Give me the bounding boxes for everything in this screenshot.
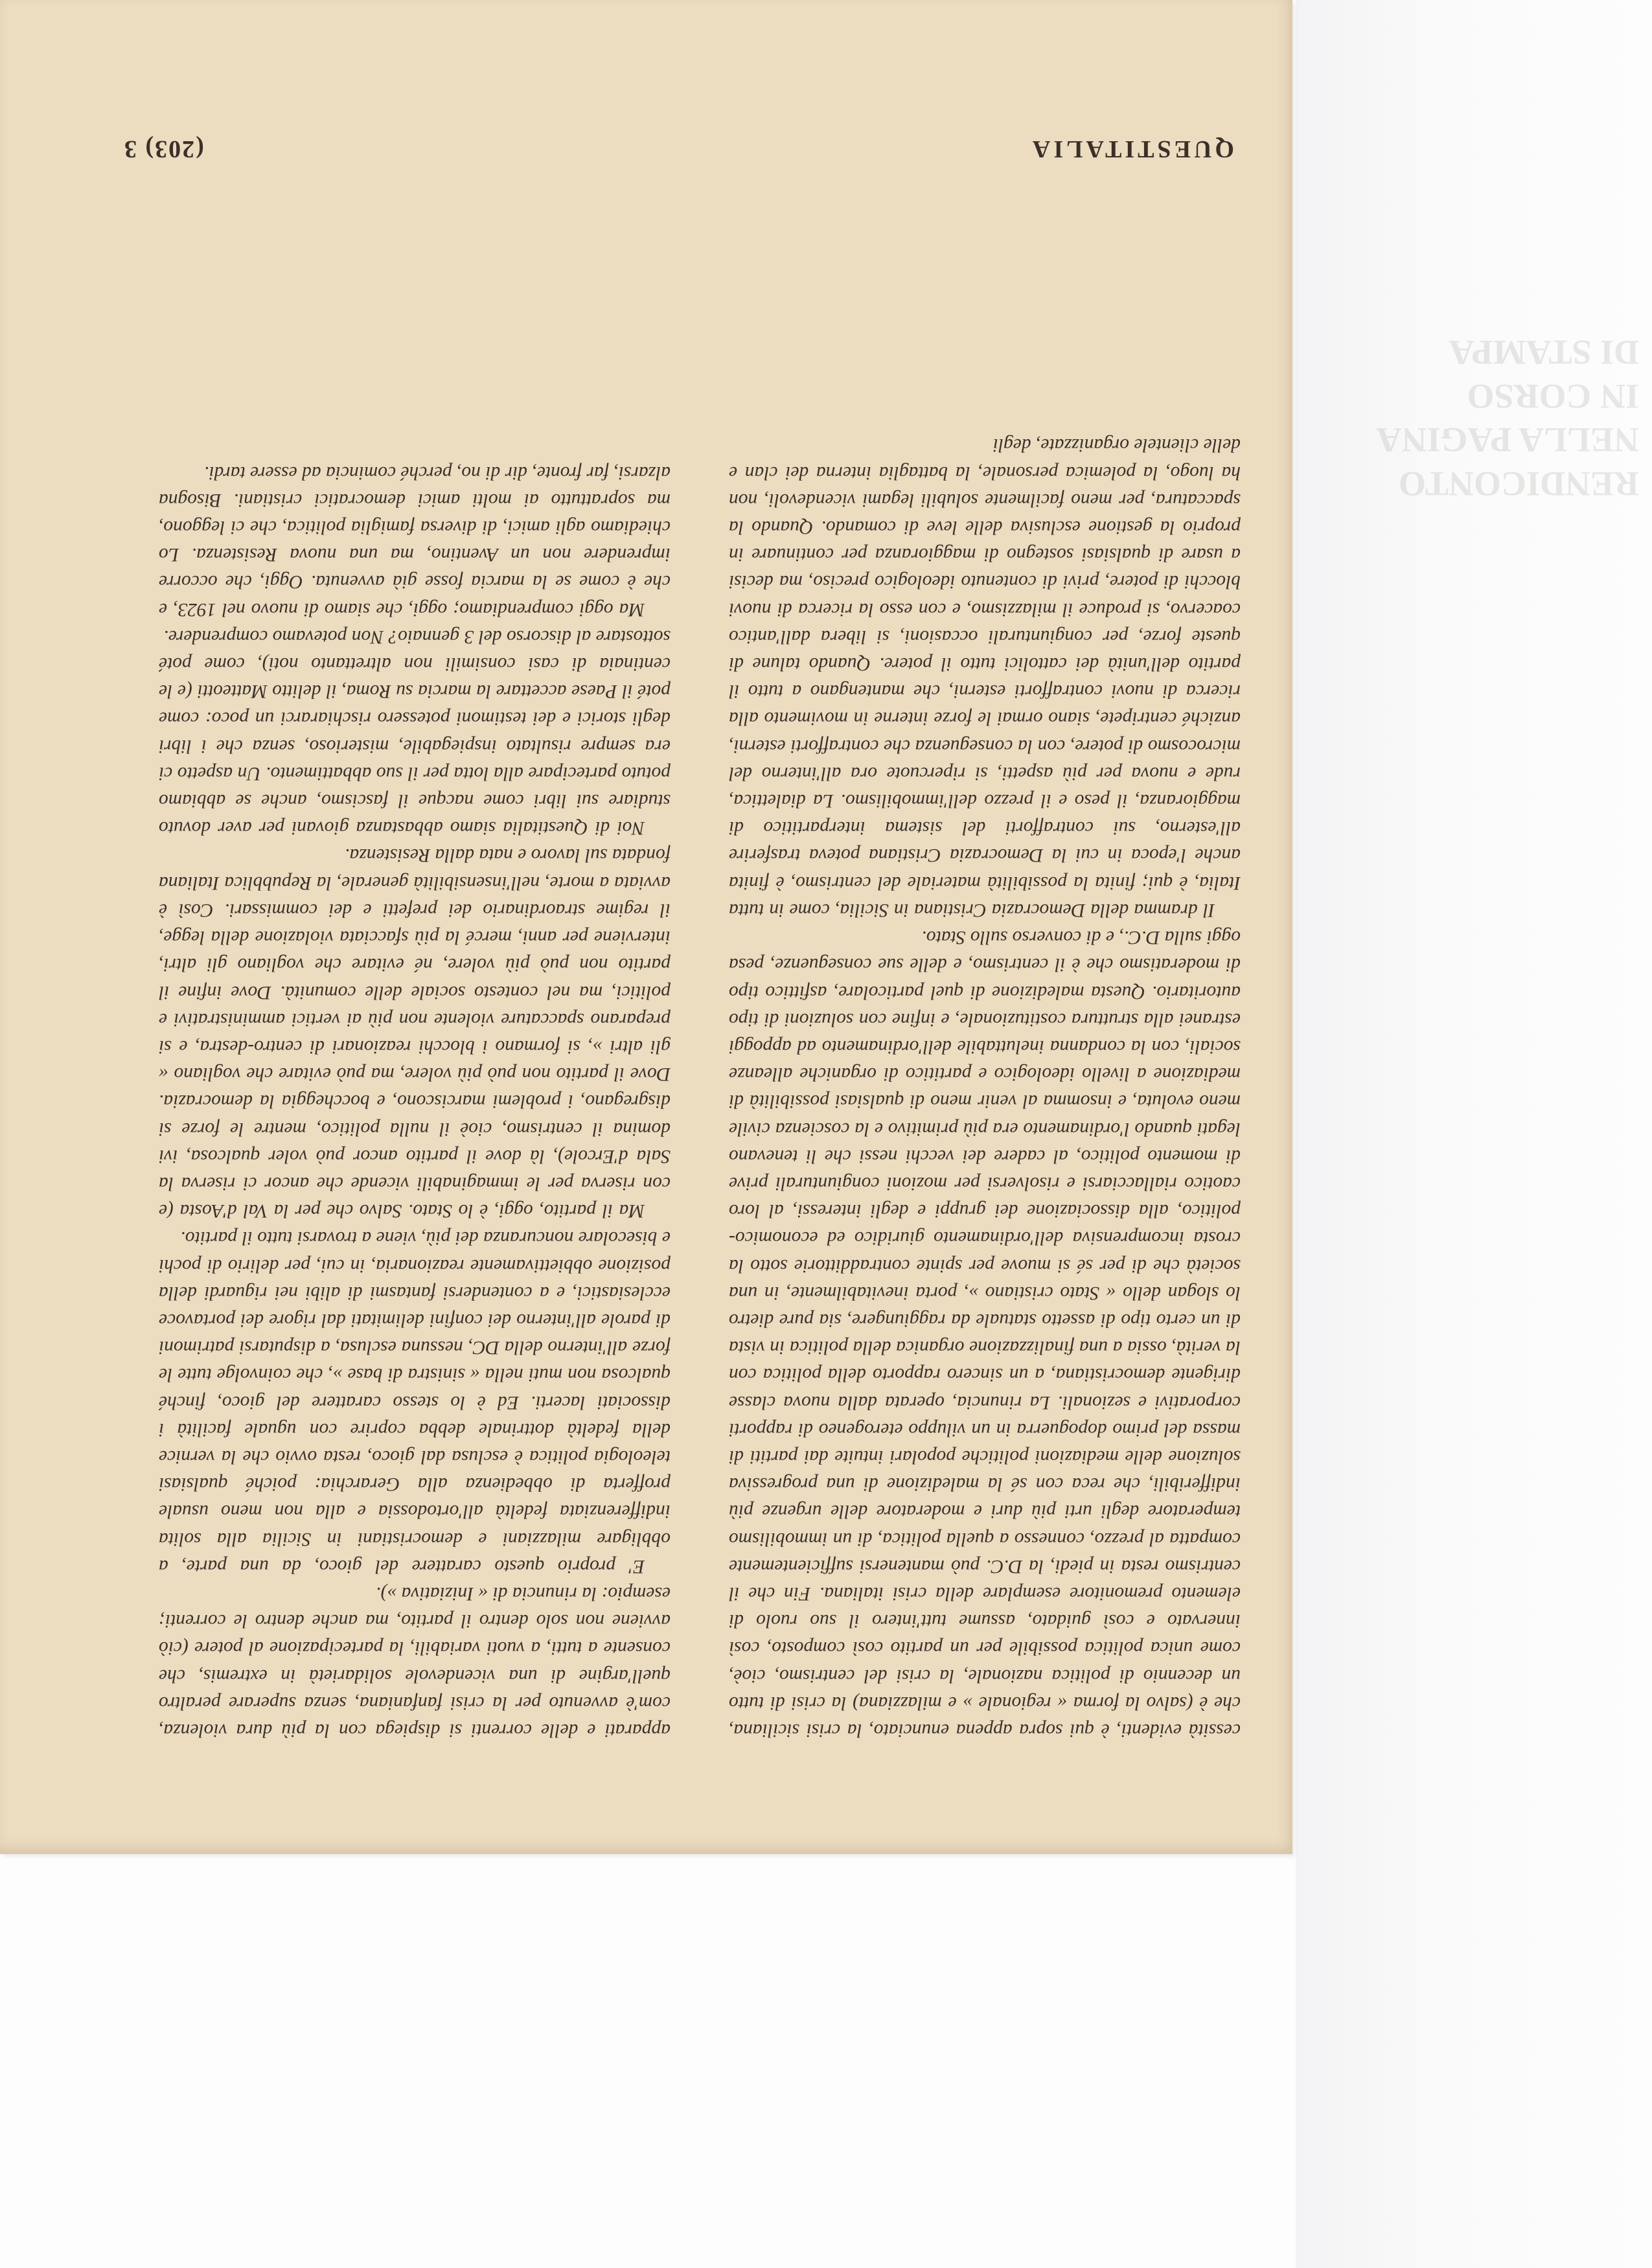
paragraph: Ma il partito, oggi, è lo Stato. Salvo che per la Val d'Aosta (e con riserva per le immaginabili vicende che ancor ci riserva la Sala d'Ercole), là dove il partito ancor può voler qualcosa, ivi domina il centrismo, cioè il nulla politico, mentre le forze si disgregano, i problemi marciscono, e boccheggia la democrazia. Dove il partito non può più volere, ma può evitare che vogliano « gli altri », si formano i blocchi reazionari di centro-destra, e si preparano spaccature violente non più ai vertici amministrativi e politici, ma nel contesto sociale delle comunità. Dove infine il partito non può più volere, né evitare che vogliano gli altri, interviene per anni, mercé la più sfacciata violazione della legge, il regime straordinario dei prefetti e dei commissari. Così è avviata a morte, nell'insensibilità generale, la Repubblica Italiana fondata sul lavoro e nata dalla Resistenza. xyxy=(159,845,671,1222)
text-column-left xyxy=(729,189,1241,1744)
paragraph: Il dramma della Democrazia Cristiana in Sicilia, come in tutta Italia, è qui; finita la possibilità materiale del centrismo, è finita anche l'epoca in cui la Democrazia Cristiana poteva trasferire all'esterno, sui contrafforti del sistema interpartitico di maggioranza, il peso e il prezzo dell'immobilismo. La dialettica, rude e nuova per più aspetti, si ripercuote ora all'interno del microcosmo di potere, con la conseguenza che contrafforti esterni, anziché centripete, siano ormai le forze interne in movimento alla ricerca di nuovi contrafforti esterni, che mantengano a tutto il partito dell'unità dei cattolici tutto il potere. Quando talune di queste forze, per congiunturali occasioni, si libera dall'antico coacervo, si produce il milazzismo, e con esso la ricerca di nuovi blocchi di potere, privi di contenuto ideologico preciso, ma decisi a usare di qualsiasi sostegno di maggioranza per continuare in proprio la gestione esclusiva delle leve di comando. Quando la spaccatura, per meno facilmente solubili legami vicendevoli, non ha luogo, la polemica personale, la battaglia interna dei clan e delle clientele organizzate, degli xyxy=(729,435,1241,921)
paragraph: apparati e delle correnti si dispiega con la più dura violenza, com'è avvenuto per la crisi fanfaniana, senza superare peraltro quell'argine di una vicendevole solidarietà in extremis, che consente a tutti, a vuoti variabili, la partecipazione al potere (ciò avviene non solo dentro il partito, ma anche dentro le correnti; esempio: la rinuncia di « Iniziativa »). xyxy=(159,1583,671,1741)
text-column-right xyxy=(159,189,671,1744)
page-number: (203) 3 xyxy=(123,135,204,163)
paragraph: E' proprio questo carattere del gioco, da una parte, a obbligare milazziani e democristiani in Sicilia alla solita indifferenziata fedeltà all'ortodossia e alla non meno usuale profferta di obbedienza alla Gerarchia: poiché qualsiasi teleologia politica è esclusa dal gioco, resta ovvio che la vernice della fedeltà dottrinale debba coprire con uguale facilità i dissociati lacerti. Ed è lo stesso carattere del gioco, finché qualcosa non muti nella « sinistra di base », che coinvolge tutte le forze all'interno della DC, nessuna esclusa, a disputarsi patrimoni di parole all'interno dei confini delimitati dal rigore dei portavoce ecclesiastici, e a contendersi fantasmi di alibi nei riguardi della posizione obbiettivamente reazionaria, in cui, per delirio di pochi e bisecolare noncuranza dei più, viene a trovarsi tutto il partito. xyxy=(159,1228,671,1577)
running-title: QUESTITALIA xyxy=(1029,135,1234,163)
running-head xyxy=(123,124,1234,163)
facing-page-bleed-through: RENDICONTO NELLA PAGINA IN CORSO DI STAMPA xyxy=(1376,333,1639,503)
paragraph: Noi di Questitalia siamo abbastanza giovani per aver dovuto studiare sui libri come nacque il fascismo, anche se abbiamo potuto partecipare alla lotta per il suo abbattimento. Un aspetto ci era sempre risultato inspiegabile, misterioso, senza che i libri degli storici e dei testimoni potessero rischiararci un poco: come poté il Paese accettare la marcia su Roma, il delitto Matteotti (e le centinaia di casi consimili non altrettanto noti), come poté sottostare al discorso del 3 gennaio? Non potevamo comprendere. xyxy=(159,626,671,839)
paragraph: cessità evidenti, è qui sopra appena enunciato, la crisi siciliana, che è (salvo la forma « regionale » e milazziana) la crisi di tutto un decennio di politica nazionale, la crisi del centrismo, cioè, come unica politica possibile per un partito così composto, così innervato e così guidato, assume tutt'intero il suo ruolo di elemento premonitore esemplare della crisi italiana. Fin che il centrismo resta in piedi, la D.C. può mantenersi sufficientemente compatta al prezzo, connesso a quella politica, di un immobilismo temperatore degli urti più duri e moderatore delle urgenze più indifferibili, che reca con sé la maledizione di una progressiva soluzione delle mediazioni politiche popolari intuite dai partiti di massa del primo dopoguerra in un viluppo eterogeneo di rapporti corporativi e sezionali. La rinuncia, operata dalla nuova classe dirigente democristiana, a un sincero rapporto della politica con la verità, ossia a una finalizzazione organica della politica in vista di un certo tipo di assetto statuale da raggiungere, sia pure dietro lo slogan dello « Stato cristiano », porta inevitabilmente, in una società che di per sé si muove per spinte contraddittorie sotto la crosta incomprensiva dell'ordinamento giuridico ed economico-politico, alla dissociazione dei gruppi e degli interessi, al loro caotico riallacciarsi e risolversi per mozioni congiunturali prive di momento politico, al cadere dei vecchi nessi che li tenevano legati quando l'ordinamento era più primitivo e la coscienza civile meno evoluta, e insomma al venir meno di qualsiasi possibilità di mediazione a livello ideologico e partitico di organiche alleanze sociali, con la condanna ineluttabile dell'ordinamento ad appoggi estranei alla struttura costituzionale, e infine con soluzioni di tipo autoritario. Questa maledizione di quel particolare, asfittico tipo di moderatismo che è il centrismo, e delle sue conseguenze, pesa oggi sulla D.C., e di converso sullo Stato. xyxy=(729,927,1241,1741)
paragraph: Ma oggi comprendiamo; oggi, che siamo di nuovo nel 1923, e che è come se la marcia fosse già avvenuta. Oggi, che occorre imprendere non un Aventino, ma una nuova Resistenza. Lo chiediamo agli amici, di diversa famiglia politica, che ci leggono, ma soprattutto ai molti amici democratici cristiani. Bisogna alzarsi, far fronte, dir di no, perché comincia ad essere tardi. xyxy=(159,462,671,620)
